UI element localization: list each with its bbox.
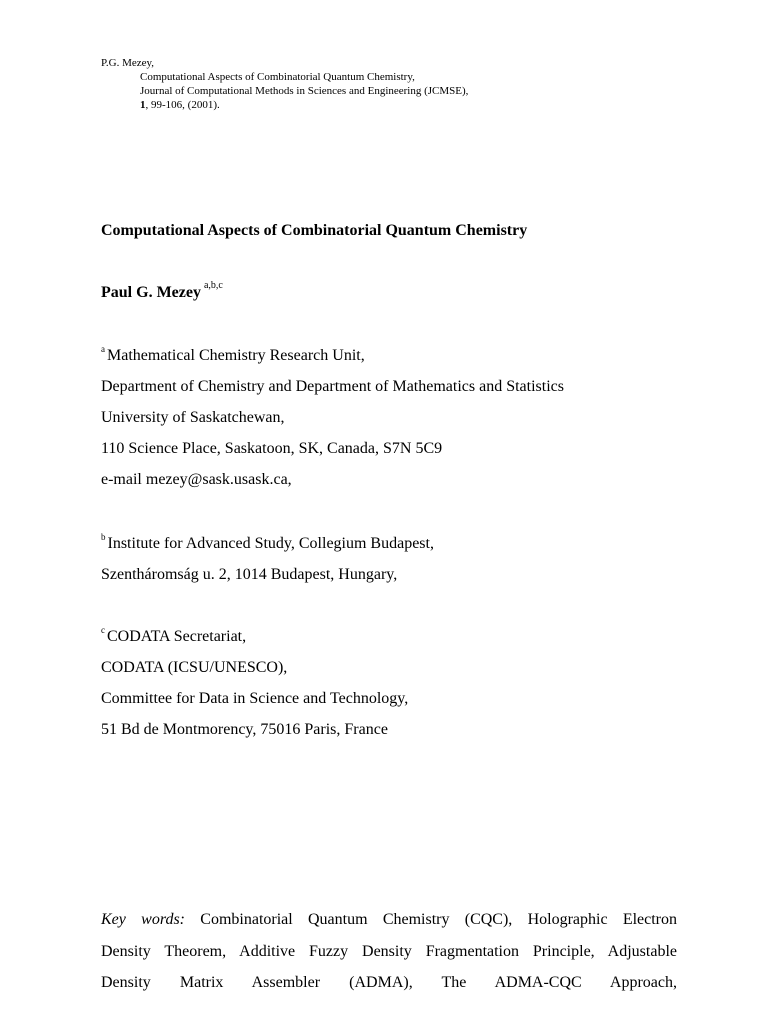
citation-title: Computational Aspects of Combinatorial Quantum Chemistry, [140,71,415,83]
affiliation-b [101,528,434,590]
citation-volume: 1 [140,99,146,111]
affiliation-text: CODATA Secretariat, [107,628,247,645]
keywords-text: Combinatorial Quantum Chemistry (CQC), Holographic Electron [200,911,678,928]
affiliation-line [101,528,434,559]
affiliation-mark: c [101,625,105,635]
paper-author [101,280,223,302]
affiliation-line [101,340,564,371]
citation-author: P.G. Mezey, [101,57,155,69]
affiliation-text: Mathematical Chemistry Research Unit, [107,347,365,364]
affiliation-line: Committee for Data in Science and Technology, [101,690,409,707]
affiliation-email: e-mail mezey@sask.usask.ca, [101,471,292,488]
affiliation-line: Szentháromság u. 2, 1014 Budapest, Hungary, [101,566,398,583]
affiliation-line: Department of Chemistry and Department of Mathematics and Statistics [101,378,564,395]
affiliation-text: Institute for Advanced Study, Collegium Budapest, [107,535,434,552]
author-name: Paul G. Mezey [101,284,201,301]
affiliation-mark: a [101,344,105,354]
citation-header [101,56,468,112]
affiliation-line: 110 Science Place, Saskatoon, SK, Canada, S7N 5C9 [101,440,443,457]
affiliation-line: 51 Bd de Montmorency, 75016 Paris, France [101,721,388,738]
affiliation-line: University of Saskatchewan, [101,409,285,426]
affiliation-mark: b [101,532,106,542]
keywords-line: Density Theorem, Additive Fuzzy Density Fragmentation Principle, Adjustable [101,942,677,960]
affiliation-c [101,621,408,745]
keywords-line [101,904,677,936]
affiliation-line [101,621,408,652]
citation-volume-line [101,98,468,112]
affiliation-line: CODATA (ICSU/UNESCO), [101,659,288,676]
affiliation-a [101,340,564,495]
paper-title: Computational Aspects of Combinatorial Quantum Chemistry [101,222,528,239]
keywords-line: Density Matrix Assembler (ADMA), The ADMA-CQC Approach, [101,974,677,991]
keywords-label: Key words: [101,911,186,928]
citation-journal: Journal of Computational Methods in Sciences and Engineering (JCMSE), [140,85,469,97]
author-affiliation-marks: a,b,c [203,280,223,291]
keywords-paragraph [101,904,677,999]
citation-pages-year: , 99-106, (2001). [145,99,220,111]
